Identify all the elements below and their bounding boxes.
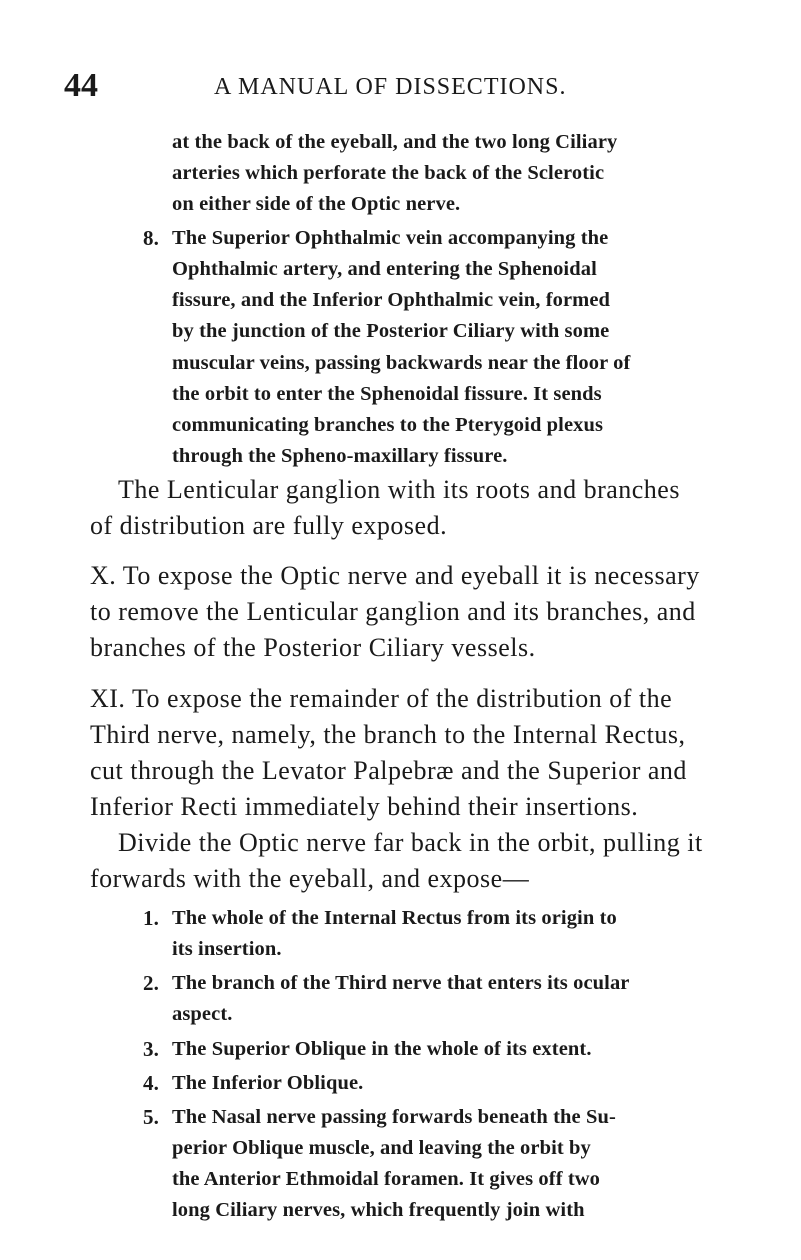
text-line: arteries which perforate the back of the Sclerotic — [172, 162, 605, 184]
text-line: Divide the Optic nerve far back in the orbit, pulling it — [118, 828, 703, 857]
text-line: communicating branches to the Pterygoid plexus — [172, 414, 604, 436]
text-line: fissure, and the Inferior Ophthalmic vein, formed — [172, 289, 611, 311]
text-line: The Superior Oblique in the whole of its extent. — [172, 1038, 592, 1060]
item-number: 8. — [143, 226, 159, 250]
text-line: perior Oblique muscle, and leaving the orbit by — [172, 1137, 591, 1159]
text-line: through the Spheno-maxillary fissure. — [172, 445, 508, 467]
text-line: of distribution are fully exposed. — [90, 511, 448, 540]
text-line: to remove the Lenticular ganglion and its branches, and — [90, 597, 696, 626]
text-line: The whole of the Internal Rectus from its origin to — [172, 907, 617, 929]
text-line: the Anterior Ethmoidal foramen. It gives off two — [172, 1168, 601, 1190]
text-line: branches of the Posterior Ciliary vessels. — [90, 633, 536, 662]
text-line: The Superior Ophthalmic vein accompanying the — [172, 227, 609, 249]
text-line: The branch of the Third nerve that enters its ocular — [172, 972, 630, 994]
text-line: Third nerve, namely, the branch to the Internal Rectus, — [90, 720, 686, 749]
text-line: XI. To expose the remainder of the distribution of the — [90, 684, 673, 713]
text-line: at the back of the eyeball, and the two long Ciliary — [172, 131, 618, 153]
item-number: 4. — [143, 1071, 159, 1095]
text-line: Inferior Recti immediately behind their insertions. — [90, 792, 639, 821]
text-line: cut through the Levator Palpebræ and the Superior and — [90, 756, 687, 785]
item-number: 1. — [143, 906, 159, 930]
item-number: 3. — [143, 1037, 159, 1061]
text-line: X. To expose the Optic nerve and eyeball it is necessary — [90, 561, 700, 590]
text-line: the orbit to enter the Sphenoidal fissure. It sends — [172, 383, 602, 405]
text-line: by the junction of the Posterior Ciliary with some — [172, 320, 610, 342]
item-number: 5. — [143, 1105, 159, 1129]
text-line: The Nasal nerve passing forwards beneath the Su- — [172, 1106, 616, 1128]
text-line: on either side of the Optic nerve. — [172, 193, 461, 215]
text-line: forwards with the eyeball, and expose— — [90, 864, 530, 893]
text-line: aspect. — [172, 1003, 233, 1025]
page-number: 44 — [64, 67, 98, 104]
text-line: long Ciliary nerves, which frequently join with — [172, 1199, 585, 1221]
text-line: The Inferior Oblique. — [172, 1072, 364, 1094]
item-number: 2. — [143, 971, 159, 995]
text-line: its insertion. — [172, 938, 282, 960]
page-header — [64, 66, 764, 106]
text-line: The Lenticular ganglion with its roots and branches — [118, 475, 680, 504]
text-line: muscular veins, passing backwards near the floor of — [172, 352, 631, 374]
running-title: A MANUAL OF DISSECTIONS. — [214, 74, 567, 100]
text-line: Ophthalmic artery, and entering the Sphenoidal — [172, 258, 597, 280]
